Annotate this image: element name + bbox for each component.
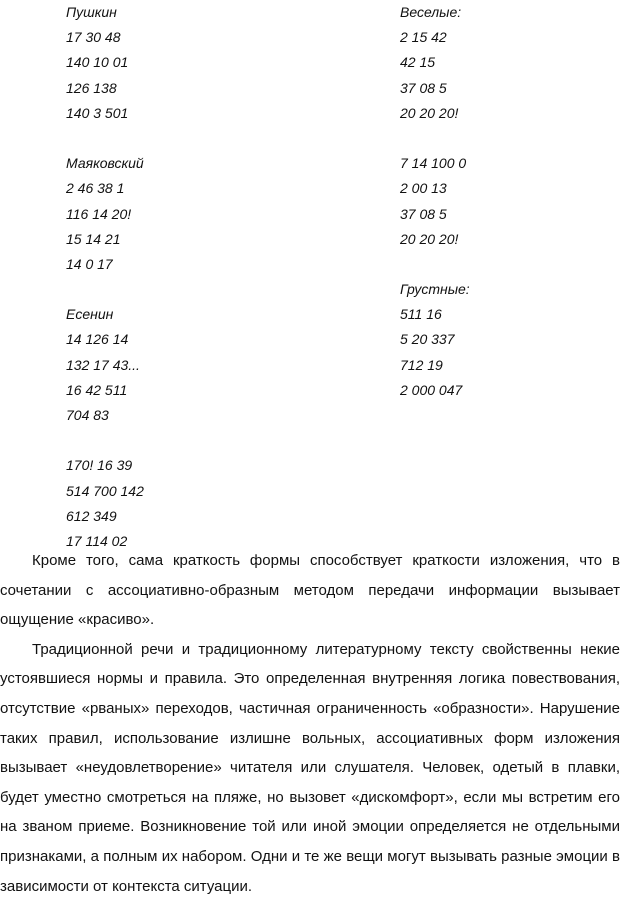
body-text	[0, 546, 620, 901]
spacer	[66, 428, 366, 453]
spacer	[66, 277, 366, 302]
code-line: 140 3 501	[66, 104, 129, 121]
code-line: 5 20 337	[400, 331, 455, 348]
poet-heading-pushkin: Пушкин	[66, 4, 117, 20]
code-line: 42 15	[400, 54, 436, 71]
code-line: 20 20 20!	[400, 230, 459, 247]
spacer	[400, 126, 610, 151]
code-line: 37 08 5	[400, 205, 447, 222]
code-line: 2 00 13	[400, 180, 447, 197]
code-line: 514 700 142	[66, 482, 144, 499]
right-poem-column	[400, 0, 610, 403]
code-line: 170! 16 39	[66, 457, 133, 474]
code-line: 17 114 02	[66, 532, 128, 549]
code-line: 20 20 20!	[400, 104, 459, 121]
code-line: 712 19	[400, 356, 443, 373]
mood-heading-cheerful: Веселые:	[400, 4, 462, 20]
code-line: 37 08 5	[400, 79, 447, 96]
poet-heading-yesenin: Есенин	[66, 306, 114, 323]
paragraph: Традиционной речи и традиционному литературному тексту свойственны некие устоявшиеся нормы и правила. Это определенная внутренняя логика повествования, отсутствие «рваных» переходов, частичная ограниченность «образности». Нарушение таких правил, использование излишне вольных, ассоциативных форм изложения вызывает «неудовлетворение» читателя или слушателя. Человек, одетый в плавки, будет уместно смотреться на пляже, но вызовет «дискомфорт», если мы встретим его на званом приеме. Возникновение той или иной эмоции определяется не отдельными признаками, а полным их набором. Одни и те же вещи могут вызывать разные эмоции в зависимости от контекста ситуации.	[0, 640, 620, 895]
code-line: 2 46 38 1	[66, 180, 125, 197]
code-line: 14 126 14	[66, 331, 129, 348]
code-line: 612 349	[66, 507, 117, 524]
paragraph: Кроме того, сама краткость формы способствует краткости изложения, что в сочетании с ассоциативно-образным методом передачи информации вызывает ощущение «красиво».	[0, 552, 620, 629]
code-line: 2 15 42	[400, 29, 447, 46]
code-line: 16 42 511	[66, 381, 128, 398]
code-line: 140 10 01	[66, 54, 129, 71]
spacer	[400, 252, 610, 277]
code-line: 7 14 100 0	[400, 155, 467, 172]
spacer	[66, 126, 366, 151]
code-line: 704 83	[66, 407, 109, 423]
code-line: 2 000 047	[400, 381, 463, 398]
code-line: 14 0 17	[66, 255, 113, 272]
poet-heading-mayakovsky: Маяковский	[66, 155, 144, 172]
code-line: 15 14 21	[66, 230, 121, 247]
code-line: 511 16	[400, 306, 442, 323]
mood-heading-sad: Грустные:	[400, 281, 470, 298]
code-line: 17 30 48	[66, 29, 121, 46]
code-line: 116 14 20!	[66, 205, 132, 222]
code-line: 132 17 43...	[66, 356, 140, 373]
left-poem-column	[66, 0, 366, 554]
code-line: 126 138	[66, 79, 117, 96]
